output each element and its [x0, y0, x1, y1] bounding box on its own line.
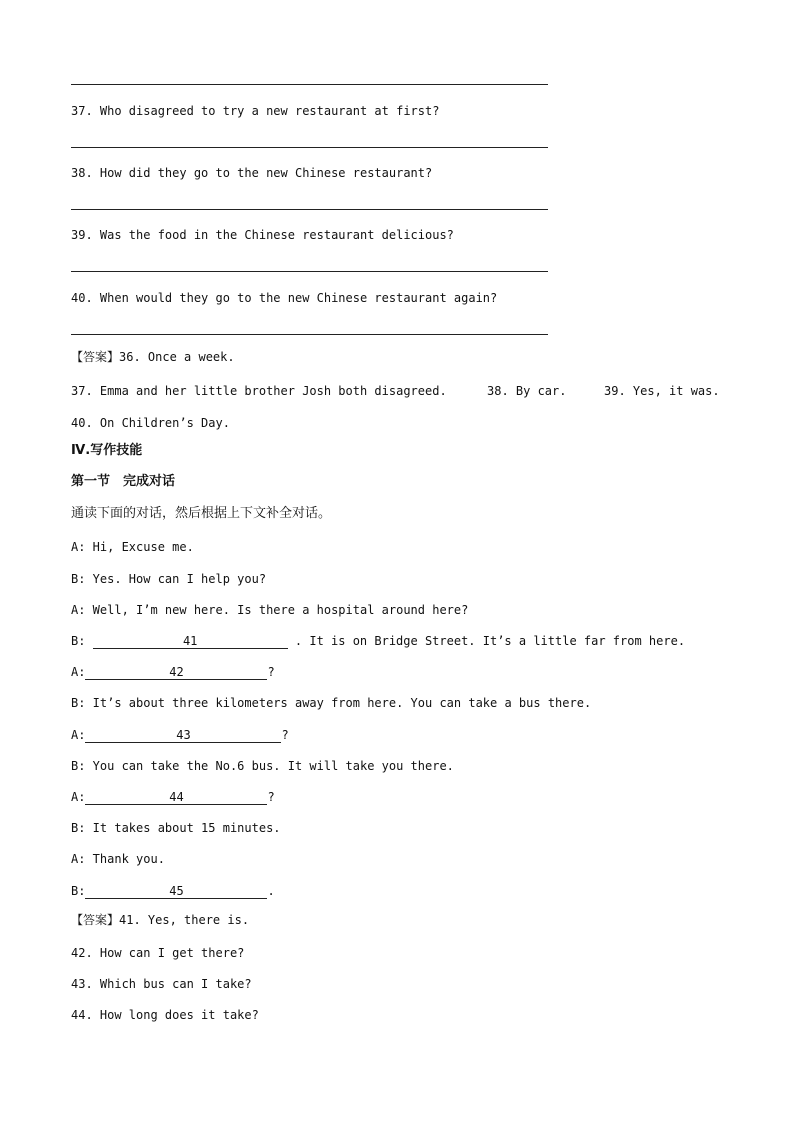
dialogue-line-3: A: Well, I’m new here. Is there a hospital around here?	[71, 603, 469, 617]
blank-41[interactable]: 41	[93, 634, 288, 649]
answer-38: 38. By car.	[487, 384, 567, 398]
dialogue-line-5	[71, 664, 275, 680]
dialogue-line-9	[71, 789, 275, 805]
dialogue-line-1: A: Hi, Excuse me.	[71, 540, 194, 554]
dialogue-text: . It is on Bridge Street. It’s a little far from here.	[287, 634, 686, 648]
speaker: B:	[71, 884, 86, 898]
answer-40: 40. On Children’s Day.	[71, 416, 230, 430]
answer-row-41	[71, 912, 249, 928]
answer-line	[71, 147, 548, 148]
answer-43: 43. Which bus can I take?	[71, 977, 252, 991]
answer-41: 41. Yes, there is.	[119, 913, 250, 927]
answer-42: 42. How can I get there?	[71, 946, 245, 960]
dialogue-text: ?	[267, 790, 275, 804]
answer-39: 39. Yes, it was.	[604, 384, 720, 398]
answer-row-37	[71, 383, 447, 399]
answer-37: 37. Emma and her little brother Josh both disagreed.	[71, 384, 447, 398]
dialogue-text: ?	[281, 728, 289, 742]
blank-45[interactable]: 45	[85, 884, 267, 899]
dialogue-line-10: B: It takes about 15 minutes.	[71, 821, 281, 835]
speaker: B:	[71, 634, 93, 648]
dialogue-line-6: B: It’s about three kilometers away from here. You can take a bus there.	[71, 696, 592, 710]
answer-tag: 【答案】	[71, 350, 120, 364]
question-38: 38. How did they go to the new Chinese restaurant?	[71, 166, 433, 180]
section-heading: Ⅳ.写作技能	[71, 443, 143, 458]
blank-42[interactable]: 42	[85, 665, 267, 680]
section-subheading: 第一节 完成对话	[71, 474, 176, 489]
speaker: A:	[71, 790, 86, 804]
answer-line	[71, 84, 548, 85]
instruction: 通读下面的对话，然后根据上下文补全对话。	[71, 506, 332, 521]
answer-line	[71, 334, 548, 335]
dialogue-line-12	[71, 883, 275, 899]
answer-36: 36. Once a week.	[119, 350, 235, 364]
dialogue-text: ?	[267, 665, 275, 679]
dialogue-line-11: A: Thank you.	[71, 852, 165, 866]
speaker: A:	[71, 728, 86, 742]
answer-row-36	[71, 349, 235, 365]
answer-44: 44. How long does it take?	[71, 1008, 259, 1022]
dialogue-line-4	[71, 633, 685, 649]
dialogue-line-7	[71, 727, 289, 743]
question-40: 40. When would they go to the new Chinese restaurant again?	[71, 291, 498, 305]
blank-44[interactable]: 44	[85, 790, 267, 805]
answer-tag: 【答案】	[71, 913, 120, 927]
speaker: A:	[71, 665, 86, 679]
dialogue-text: .	[267, 884, 275, 898]
dialogue-line-2: B: Yes. How can I help you?	[71, 572, 267, 586]
answer-line	[71, 271, 548, 272]
dialogue-line-8: B: You can take the No.6 bus. It will take you there.	[71, 759, 454, 773]
question-39: 39. Was the food in the Chinese restaurant delicious?	[71, 228, 454, 242]
answer-line	[71, 209, 548, 210]
blank-43[interactable]: 43	[85, 728, 281, 743]
question-37: 37. Who disagreed to try a new restaurant at first?	[71, 104, 440, 118]
